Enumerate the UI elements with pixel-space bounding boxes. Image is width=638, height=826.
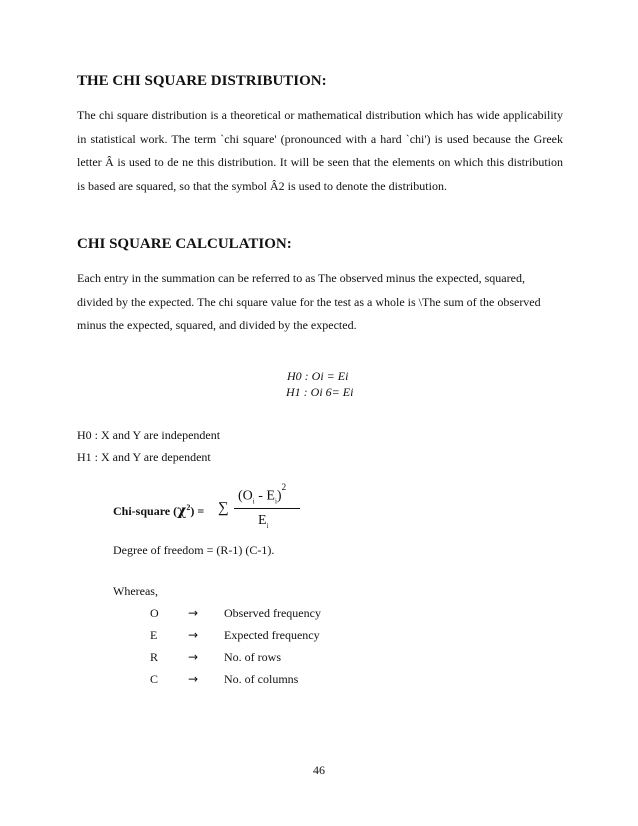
hypothesis-alternative-equation: H1 : Oi 6= Ei [286,385,354,399]
page-number: 46 [313,763,325,777]
legend-row-rows [0,650,638,672]
chi-symbol: χ [177,503,187,519]
hypothesis-null-equation: H0 : Oi = Ei [287,369,349,383]
legend-row-columns [0,672,638,694]
legend-meaning: No. of columns [224,672,299,686]
numerator-open: (O [238,488,253,504]
formula-label-suffix: ) = [190,504,205,518]
section-heading-distribution: THE CHI SQUARE DISTRIBUTION: [77,73,327,89]
paragraph-calculation: Each entry in the summation can be referred to as The observed minus the expected, squared, divided by the expected. The chi square value for the test as a whole is \The sum of the observed minus the expected, squared, and divided by the expected. [77,271,541,332]
formula-numerator [238,482,287,506]
formula-denominator [258,513,269,530]
legend-meaning: Expected frequency [224,628,320,642]
hypothesis-alternative-text: H1 : X and Y are dependent [77,450,211,464]
chi-exponent: 2 [186,503,191,512]
legend-symbol: R [150,650,159,664]
numerator-sub-e: i [274,497,277,506]
paragraph-distribution: The chi square distribution is a theoretical or mathematical distribution which has wide applicability in statistical work. The term `chi square' (pronounced with a hard `chi') is used because the Greek letter Â is used to de ne this distribution. It will be seen that the elements on which this distribution is based are squared, so that the symbol Â2 is used to denote the distribution. [77,108,563,193]
arrow-right-icon: → [188,628,199,642]
legend-symbol: E [150,628,158,642]
legend-symbol: O [150,606,159,620]
denominator-sub: i [266,521,269,530]
formula-label [113,503,204,519]
numerator-minus: - E [254,488,275,504]
legend-row-expected [0,628,638,650]
legend-meaning: No. of rows [224,650,281,664]
fraction-bar [234,508,300,509]
numerator-sub-o: i [252,497,255,506]
arrow-right-icon: → [188,650,199,664]
degree-of-freedom: Degree of freedom = (R-1) (C-1). [113,543,275,557]
legend-symbol: C [150,672,159,686]
numerator-close: ) [276,488,282,504]
arrow-right-icon: → [188,606,199,620]
whereas-label: Whereas, [113,584,158,598]
arrow-right-icon: → [188,672,199,686]
numerator-exponent: 2 [281,482,287,492]
legend-meaning: Observed frequency [224,606,321,620]
hypothesis-null-text: H0 : X and Y are independent [77,428,221,442]
section-heading-calculation: CHI SQUARE CALCULATION: [77,236,292,252]
legend-row-observed [0,606,638,628]
formula-label-prefix: Chi-square ( [113,504,178,518]
denominator-e: E [258,513,267,528]
sigma-symbol: ∑ [218,500,229,516]
